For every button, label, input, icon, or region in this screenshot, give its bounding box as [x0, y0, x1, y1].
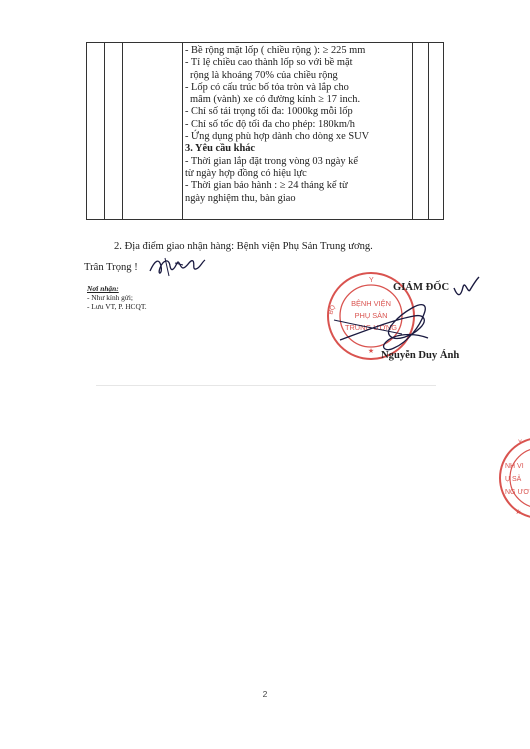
svg-text:PHỤ SẢN: PHỤ SẢN [354, 311, 388, 320]
spec-line: - Thời gian lắp đặt trong vòng 03 ngày kể [185, 155, 358, 167]
regards-text: Trân Trọng ! [84, 262, 138, 273]
svg-text:Y: Y [369, 277, 374, 284]
delivery-location: 2. Địa điểm giao nhận hàng: Bệnh viện Phụ Sản Trung ương. [114, 241, 373, 252]
spec-line: - Chỉ số tải trọng tối đa: 1000kg mỗi lốp [185, 106, 353, 118]
spec-line: - Tỉ lệ chiều cao thành lốp so với bề mặt [185, 57, 353, 69]
recipients-title: Nơi nhận: [87, 284, 119, 293]
edge-seal [494, 408, 530, 548]
page-number: 2 [262, 689, 268, 699]
spec-line: rộng là khoảng 70% của chiều rộng [190, 69, 338, 81]
spec-line: ngày nghiệm thu, bàn giao [185, 192, 296, 204]
director-title: GIÁM ĐỐC [393, 282, 450, 293]
director-title-signature [408, 274, 480, 300]
section-heading: 3. Yêu cầu khác [185, 143, 256, 155]
initial-signature [147, 254, 207, 282]
recipient-item: - Lưu VT, P. HCQT. [87, 302, 147, 311]
spec-line: - Lốp có cấu trúc bố tỏa tròn và lắp cho [185, 81, 349, 93]
faint-divider [96, 385, 436, 386]
svg-text:BỘ: BỘ [327, 304, 338, 316]
svg-text:Y: Y [518, 440, 523, 446]
director-signature [332, 298, 442, 358]
table-divider [182, 43, 183, 219]
spec-line: - Ứng dụng phù hợp dành cho dòng xe SUV [185, 131, 370, 143]
svg-text:NH VI: NH VI [505, 463, 524, 470]
spec-line: - Bề rộng mặt lốp ( chiều rộng ): ≥ 225 mm [185, 45, 366, 56]
director-name: Nguyễn Duy Ánh [381, 350, 460, 361]
spec-line: mâm (vành) xe có đường kính ≥ 17 inch. [190, 94, 361, 106]
svg-text:BỆNH VIỆN: BỆNH VIỆN [351, 299, 391, 308]
spec-line: - Chỉ số tốc độ tối đa cho phép: 180km/h [185, 118, 355, 130]
svg-text:TRUNG ƯƠNG: TRUNG ƯƠNG [344, 323, 398, 332]
spec-line: - Thời gian bảo hành : ≥ 24 tháng kể từ [185, 180, 348, 192]
table-divider [122, 43, 123, 219]
recipient-item: - Như kính gửi; [87, 293, 133, 302]
spec-line: từ ngày hợp đồng có hiệu lực [185, 167, 307, 179]
svg-text:★: ★ [367, 347, 375, 355]
svg-text:NG ƯƠ: NG ƯƠ [505, 489, 530, 496]
recipients-block [87, 284, 147, 311]
svg-text:Ụ SẢ: Ụ SẢ [505, 476, 522, 483]
table-divider [104, 43, 105, 219]
svg-text:★: ★ [515, 508, 522, 516]
spec-table [86, 42, 444, 220]
table-divider [428, 43, 429, 219]
spec-cell [185, 45, 413, 205]
